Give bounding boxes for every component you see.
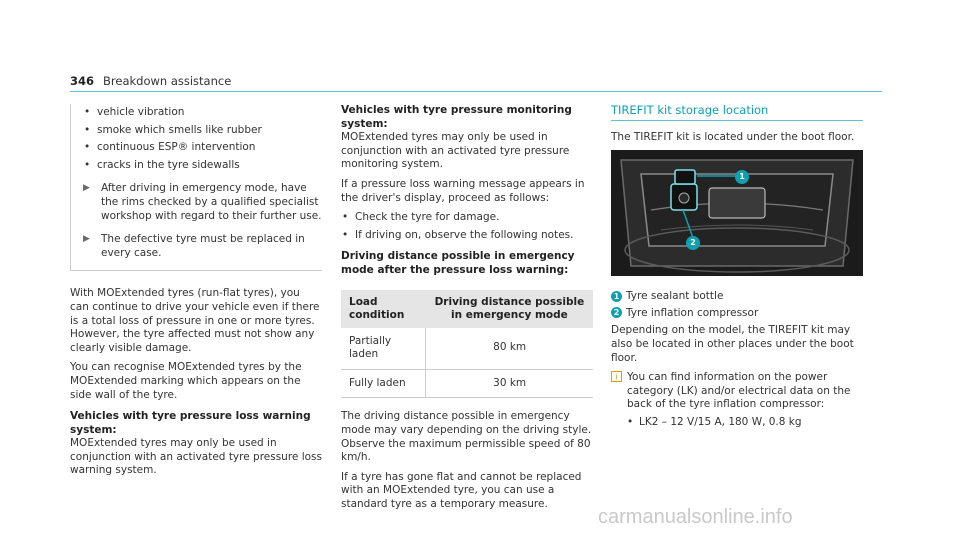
bullet-dot-icon: • — [84, 106, 91, 118]
action-list — [341, 211, 593, 242]
bullet-dot-icon: • — [342, 211, 349, 224]
table-row — [341, 369, 593, 398]
info-note: i You can find information on the power category (LK) and/or electrical data on the back of the tyre inflation compressor: — [611, 371, 863, 412]
section-heading: Vehicles with tyre pressure loss warning system: — [70, 410, 311, 436]
paragraph: If a pressure loss warning message appears in the driver's display, proceed as follows: — [341, 177, 585, 204]
callout-marker: 1 — [611, 291, 622, 302]
list-item: • continuous ESP® intervention — [84, 141, 256, 154]
table-cell: Fully laden — [341, 369, 426, 398]
paragraph: With MOExtended tyres (run-flat tyres), you can continue to drive your vehicle even if there is a total loss of pressure in one or more tyres. However, the tyre affected must not show any clearly visible damage. — [70, 287, 320, 354]
page-number: 346 — [70, 74, 95, 88]
heading-rule — [611, 120, 863, 121]
bullet-dot-icon: • — [84, 141, 91, 154]
header-rule — [70, 91, 882, 92]
column-middle — [341, 104, 593, 517]
section-heading: TIREFIT kit storage location — [611, 103, 769, 117]
list-item: • If driving on, observe the following notes. — [342, 228, 574, 241]
paragraph: Depending on the model, the TIREFIT kit may also be located in other places under the boot floor. — [611, 324, 854, 364]
distance-table — [341, 290, 593, 399]
bullet-dot-icon: • — [84, 123, 91, 136]
table-header: Driving distance possible in emergency mode — [426, 290, 593, 328]
column-right — [611, 104, 863, 430]
bullet-dot-icon: • — [84, 158, 91, 171]
list-item: • smoke which smells like rubber — [84, 123, 262, 136]
list-item: • Check the tyre for damage. — [342, 211, 500, 224]
page-title: Breakdown assistance — [103, 74, 232, 88]
boot-illustration — [611, 150, 863, 276]
step-item: ▶ After driving in emergency mode, have the rims checked by a qualified specialist workshop with regard to their further use. — [83, 182, 322, 222]
paragraph: MOExtended tyres may only be used in conjunction with an activated tyre pressure monitoring system. — [341, 131, 570, 171]
column-left — [70, 104, 322, 484]
svg-text:i: i — [615, 372, 618, 382]
section-heading: Vehicles with tyre pressure monitoring system: — [341, 104, 572, 130]
damage-signs-box — [70, 104, 322, 271]
table-cell: Partially laden — [341, 328, 426, 370]
legend-item: 2 Tyre inflation compressor — [611, 307, 863, 321]
paragraph: The TIREFIT kit is located under the boot floor. — [611, 130, 855, 143]
list-item: • vehicle vibration — [84, 106, 185, 118]
table-cell: 30 km — [426, 369, 593, 398]
damage-signs-list — [83, 106, 322, 172]
bullet-dot-icon: • — [342, 228, 349, 241]
step-item: ▶ The defective tyre must be replaced in every case. — [83, 233, 305, 259]
callout-marker: 2 — [611, 307, 622, 318]
paragraph: If a tyre has gone flat and cannot be replaced with an MOExtended tyre, you can use a standard tyre as a temporary measure. — [341, 470, 582, 510]
section-heading: Driving distance possible in emergency mode after the pressure loss warning: — [341, 250, 575, 276]
callout-marker: 2 — [686, 236, 700, 250]
list-item: • cracks in the tyre sidewalls — [84, 158, 240, 171]
triangle-right-icon: ▶ — [83, 183, 90, 194]
watermark: carmanualsonline.info — [598, 506, 793, 528]
paragraph: MOExtended tyres may only be used in conjunction with an activated tyre pressure loss warning system. — [70, 437, 322, 477]
bullet-dot-icon: • — [627, 415, 634, 428]
page-header — [70, 74, 882, 94]
table-header-row — [341, 290, 593, 328]
legend-item: 1 Tyre sealant bottle — [611, 290, 863, 304]
callout-marker: 1 — [735, 170, 749, 184]
list-item: • LK2 – 12 V/15 A, 180 W, 0.8 kg — [627, 415, 802, 428]
paragraph: You can recognise MOExtended tyres by the MOExtended marking which appears on the side wall of the tyre. — [70, 361, 302, 401]
triangle-right-icon: ▶ — [83, 234, 90, 245]
paragraph: The driving distance possible in emergency mode may vary depending on the driving style. Observe the maximum permissible speed of 80 km/h. — [341, 410, 592, 464]
boot-photo — [611, 150, 863, 276]
spec-list — [611, 416, 863, 430]
table-cell: 80 km — [426, 328, 593, 370]
table-header: Load condition — [341, 290, 426, 328]
info-icon — [611, 371, 622, 387]
table-row — [341, 328, 593, 370]
